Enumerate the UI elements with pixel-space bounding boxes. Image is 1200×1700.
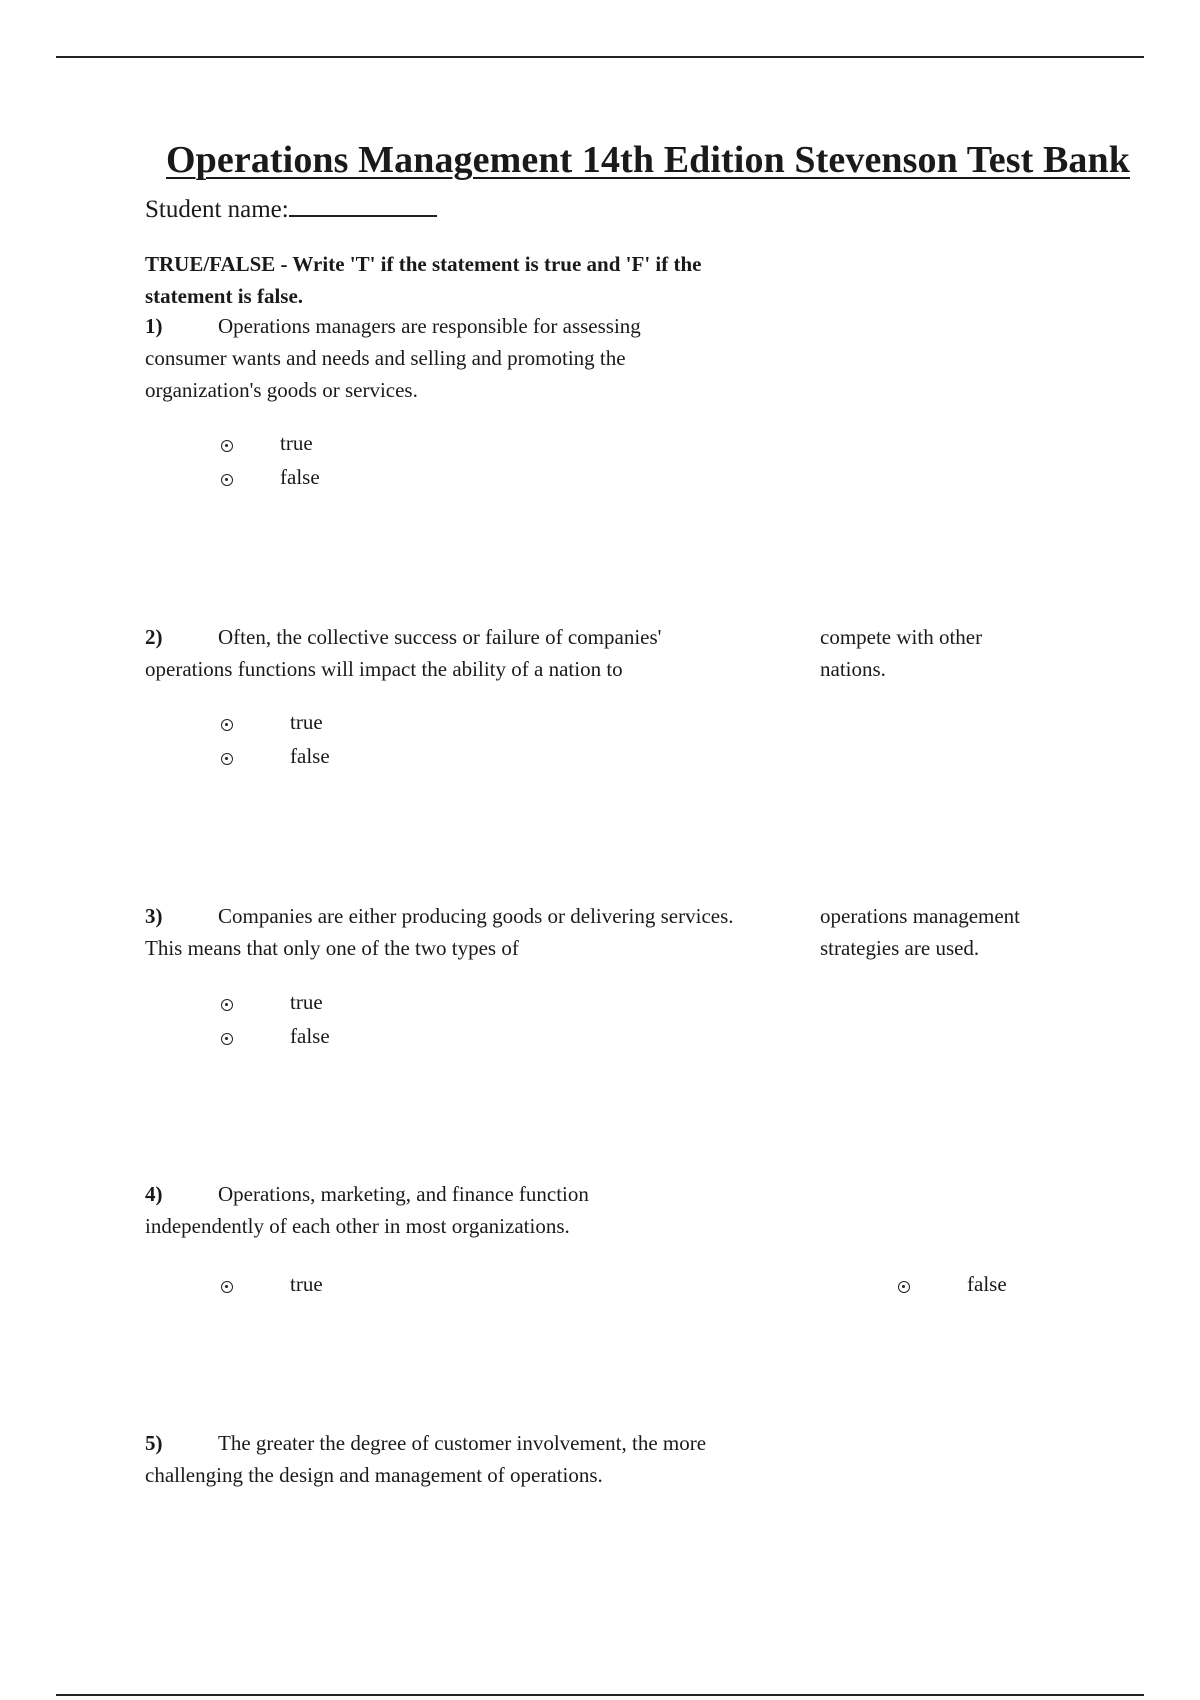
question-text: The greater the degree of customer involvement, the more challenging the design and management of operations. xyxy=(145,1431,707,1487)
question-text: Often, the collective success or failure of companies' operations functions will impact the ability of a nation to xyxy=(145,625,662,681)
question-3-continuation: operations management strategies are used. xyxy=(820,904,1021,960)
question-number: 1) xyxy=(145,314,163,338)
question-text: Operations managers are responsible for assessing consumer wants and needs and selling and promoting the organization's goods or services. xyxy=(145,314,641,402)
question-text: Operations, marketing, and finance function independently of each other in most organizations. xyxy=(145,1182,589,1238)
question-4 xyxy=(145,1178,705,1242)
student-name-blank[interactable] xyxy=(289,193,437,217)
document-title: Operations Management 14th Edition Stevenson Test Bank xyxy=(166,139,1130,181)
radio-option-icon[interactable] xyxy=(898,1281,910,1293)
radio-option-icon[interactable] xyxy=(221,753,233,765)
option-true[interactable]: true xyxy=(290,1272,323,1296)
question-number: 4) xyxy=(145,1182,163,1206)
question-text: Companies are either producing goods or delivering services. This means that only one of the two types of xyxy=(145,904,734,960)
option-false[interactable]: false xyxy=(280,465,320,489)
radio-option-icon[interactable] xyxy=(221,999,233,1011)
radio-option-icon[interactable] xyxy=(221,440,233,452)
student-name-field xyxy=(145,193,437,224)
top-rule xyxy=(56,56,1144,58)
question-1 xyxy=(145,310,715,406)
option-true[interactable]: true xyxy=(290,990,323,1014)
radio-option-icon[interactable] xyxy=(221,1281,233,1293)
question-5 xyxy=(145,1427,745,1491)
option-true[interactable]: true xyxy=(290,710,323,734)
question-3 xyxy=(145,900,735,964)
bottom-rule xyxy=(56,1694,1144,1696)
instructions: TRUE/FALSE - Write 'T' if the statement is true and 'F' if the statement is false. xyxy=(145,252,702,308)
question-2-continuation: compete with other nations. xyxy=(820,625,983,681)
question-2 xyxy=(145,621,735,685)
option-true[interactable]: true xyxy=(280,431,313,455)
radio-option-icon[interactable] xyxy=(221,719,233,731)
question-number: 2) xyxy=(145,625,163,649)
question-number: 3) xyxy=(145,904,163,928)
option-false[interactable]: false xyxy=(290,744,330,768)
question-number: 5) xyxy=(145,1431,163,1455)
radio-option-icon[interactable] xyxy=(221,474,233,486)
option-false[interactable]: false xyxy=(967,1272,1007,1296)
student-name-label: Student name: xyxy=(145,196,289,223)
option-false[interactable]: false xyxy=(290,1024,330,1048)
radio-option-icon[interactable] xyxy=(221,1033,233,1045)
